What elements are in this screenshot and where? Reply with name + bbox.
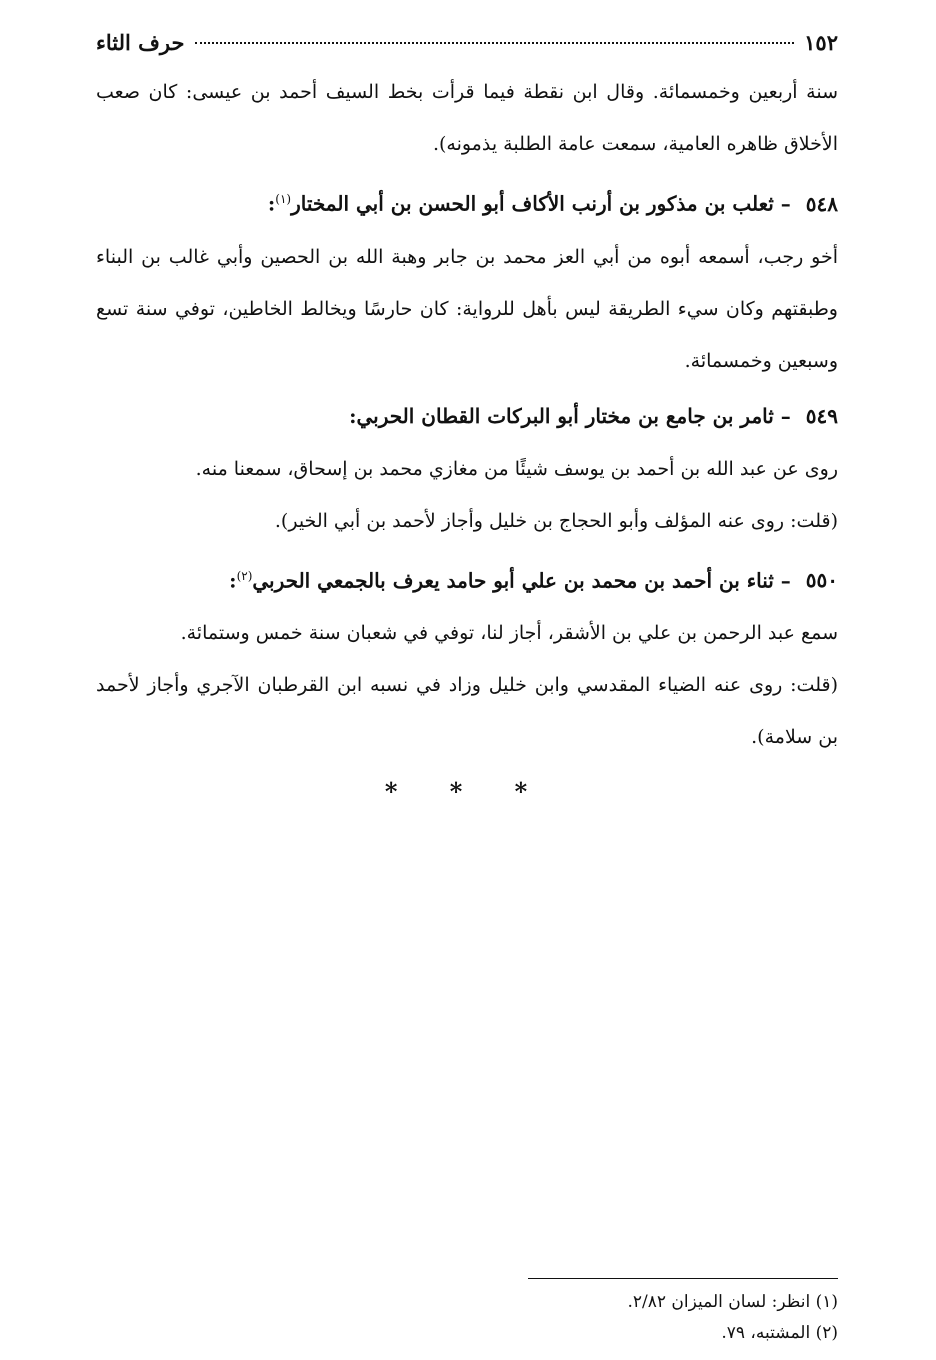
entry-550-body: سمع عبد الرحمن بن علي بن الأشقر، أجاز لنا، توفي في شعبان سنة خمس وستمائة. xyxy=(180,622,838,645)
book-page xyxy=(96,30,838,1360)
entry-heading-550 xyxy=(96,549,838,608)
entry-heading-548 xyxy=(96,172,838,231)
running-title: حرف الثاء xyxy=(96,30,185,55)
page-header xyxy=(96,30,838,66)
paragraph-continuation: سنة أربعين وخمسمائة. وقال ابن نقطة فيما قرأت بخط السيف أحمد بن عيسى: كان صعب الأخلاق ظاهره العامية، سمعت عامة الطلبة يذمونه). xyxy=(96,81,838,155)
entry-550-note: (قلت: روى عنه الضياء المقدسي وابن خليل وزاد في نسبه ابن القرطبان الآجري وأجاز لأحمد بن سلامة). xyxy=(96,674,838,749)
entry-title: ثامر بن جامع بن مختار أبو البركات القطان الحربي xyxy=(356,403,774,428)
section-separator: * * * xyxy=(384,777,550,807)
entry-colon: : xyxy=(349,403,357,428)
footnote-ref: (٢) xyxy=(236,568,253,583)
entry-549-body: روى عن عبد الله بن أحمد بن يوسف شيئًا من مغازي محمد بن إسحاق، سمعنا منه. xyxy=(195,457,838,480)
footnote-1: (١) انظر: لسان الميزان ٢/٨٢. xyxy=(627,1292,838,1312)
entry-title: ثعلب بن مذكور بن أرنب الأكاف أبو الحسن بن أبي المختار xyxy=(291,191,774,216)
entry-549-note: (قلت: روى عنه المؤلف وأبو الحجاج بن خليل وأجاز لأحمد بن أبي الخير). xyxy=(274,509,838,532)
footnote-2: (٢) المشتبه، ٧٩. xyxy=(721,1323,838,1343)
entry-title: ثناء بن أحمد بن محمد بن علي أبو حامد يعرف بالجمعي الحربي xyxy=(252,568,774,593)
entry-number: ٥٤٩ xyxy=(805,403,838,428)
footnotes xyxy=(518,1278,838,1349)
entry-number: ٥٤٨ xyxy=(805,191,838,216)
entry-heading-549 xyxy=(96,389,838,443)
page-number: ١٥٢ xyxy=(804,30,838,55)
entry-colon: : xyxy=(267,191,276,216)
entry-548-body: أخو رجب، أسمعه أبوه من أبي العز محمد بن جابر وهبة الله بن الحصين وأبي غالب بن البناء وطبقتهم وكان سيء الطريقة ليس بأهل للرواية: كان حارسًا ويخالط الخاطين، توفي سنة تسع وسبعين وخمسمائة. xyxy=(96,245,838,372)
footnote-ref: (١) xyxy=(275,192,292,206)
entry-dash: – xyxy=(780,191,791,216)
header-dotted-leader xyxy=(195,42,795,44)
entry-colon: : xyxy=(229,568,237,593)
entry-number: ٥٥٠ xyxy=(805,568,838,593)
entry-dash: – xyxy=(780,403,791,428)
footnote-rule xyxy=(528,1278,838,1279)
entry-dash: – xyxy=(780,568,791,593)
